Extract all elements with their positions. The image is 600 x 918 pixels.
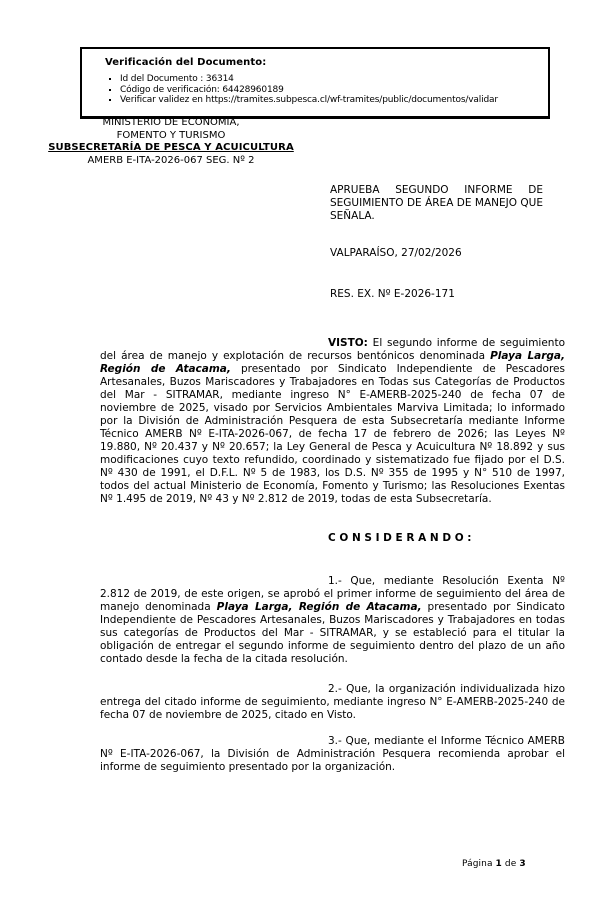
document-body: [100, 337, 565, 787]
document-verification-box: [80, 47, 550, 119]
ministry-line-1: MINISTERIO DE ECONOMÍA,: [102, 117, 240, 128]
considerando-1-text-1: 1.- Que, mediante Resolución Exenta Nº 2.812 de 2019, de este origen, se aprobó el primer informe de seguimiento del área de manejo denominada: [100, 575, 565, 613]
page-separator: de: [504, 859, 517, 869]
verification-list: [105, 74, 540, 106]
letterhead: [30, 117, 312, 167]
verification-title: Verificación del Documento:: [105, 57, 267, 68]
total-pages: 3: [519, 859, 526, 869]
considerando-item-3: 3.- Que, mediante el Informe Técnico AMERB Nº E-ITA-2026-067, la División de Administración Pesquera recomienda aprobar el informe de seguimiento presentado por la organización.: [100, 735, 565, 773]
visto-area-name: Playa Larga, Región de Atacama,: [100, 350, 565, 375]
considerando-item-1: [100, 575, 565, 666]
visto-text-1: El segundo informe de seguimiento del área de manejo y explotación de recursos bentónicos denominada: [100, 337, 565, 362]
page-label: Página: [462, 859, 493, 869]
considerando-item-2: 2.- Que, la organización individualizada hizo entrega del citado informe de seguimiento, mediante ingreso N° E-AMERB-2025-240 de fecha 07 de noviembre de 2025, citado en Visto.: [100, 683, 565, 721]
verification-item-code: ▪ Código de verificación: 64428960189: [120, 85, 540, 96]
visto-label: VISTO:: [328, 337, 368, 349]
amerb-reference-line: AMERB E-ITA-2026-067 SEG. Nº 2: [87, 154, 255, 166]
visto-paragraph: [100, 337, 565, 506]
page-number-footer: [462, 859, 526, 869]
resolution-subject: APRUEBA SEGUNDO INFORME DE SEGUIMIENTO DE ÁREA DE MANEJO QUE SEÑALA.: [330, 184, 543, 222]
verification-item-url: ▪ Verificar validez en https://tramites.subpesca.cl/wf-tramites/public/documentos/validar: [120, 95, 540, 106]
verification-item-document-id: ▪ Id del Documento : 36314: [120, 74, 540, 85]
considerando-heading: C O N S I D E R A N D O :: [328, 532, 472, 544]
current-page-number: 1: [495, 859, 502, 869]
resolution-number: RES. EX. Nº E-2026-171: [330, 288, 455, 300]
ministry-line-2: FOMENTO Y TURISMO: [116, 129, 226, 141]
considerando-1-area-name: Playa Larga, Región de Atacama,: [216, 601, 422, 613]
visto-text-2: presentado por Sindicato Independiente de Pescadores Artesanales, Buzos Mariscadores y Trabajadores en Todas sus Categorías de Productos del Mar - SITRAMAR, mediante ingreso N° E-AMERB-2025-240 de fecha 07 de noviembre de 2025, visado por Servicios Ambientales Marviva Limitada; lo informado por la División de Administración Pesquera de esta Subsecretaría mediante Informe Técnico AMERB Nº E-ITA-2026-067, de fecha 17 de febrero de 2026; las Leyes Nº 19.880, Nº 20.437 y Nº 20.657; la Ley General de Pesca y Acuicultura Nº 18.892 y sus modificaciones cuyo texto refundido, coordinado y sistematizado fue fijado por el D.S. Nº 430 de 1991, el D.F.L. Nº 5 de 1983, los D.S. Nº 355 de 1995 y N° 510 de 1997, todos del actual Ministerio de Economía, Fomento y Turismo; las Resoluciones Exentas Nº 1.495 de 2019, Nº 43 y Nº 2.812 de 2019, todas de esta Subsecretaría.: [100, 363, 565, 505]
subsecretaria-line: SUBSECRETARÍA DE PESCA Y ACUICULTURA: [48, 142, 294, 153]
place-and-date: VALPARAÍSO, 27/02/2026: [330, 247, 462, 259]
considerando-1-text-2: presentado por Sindicato Independiente de Pescadores Artesanales, Buzos Mariscadores y Trabajadores en todas sus categorías de Productos del Mar - SITRAMAR, y se estableció para el titular la obligación de entregar el segundo informe de seguimiento dentro del plazo de un año contado desde la fecha de la citada resolución.: [100, 601, 565, 665]
